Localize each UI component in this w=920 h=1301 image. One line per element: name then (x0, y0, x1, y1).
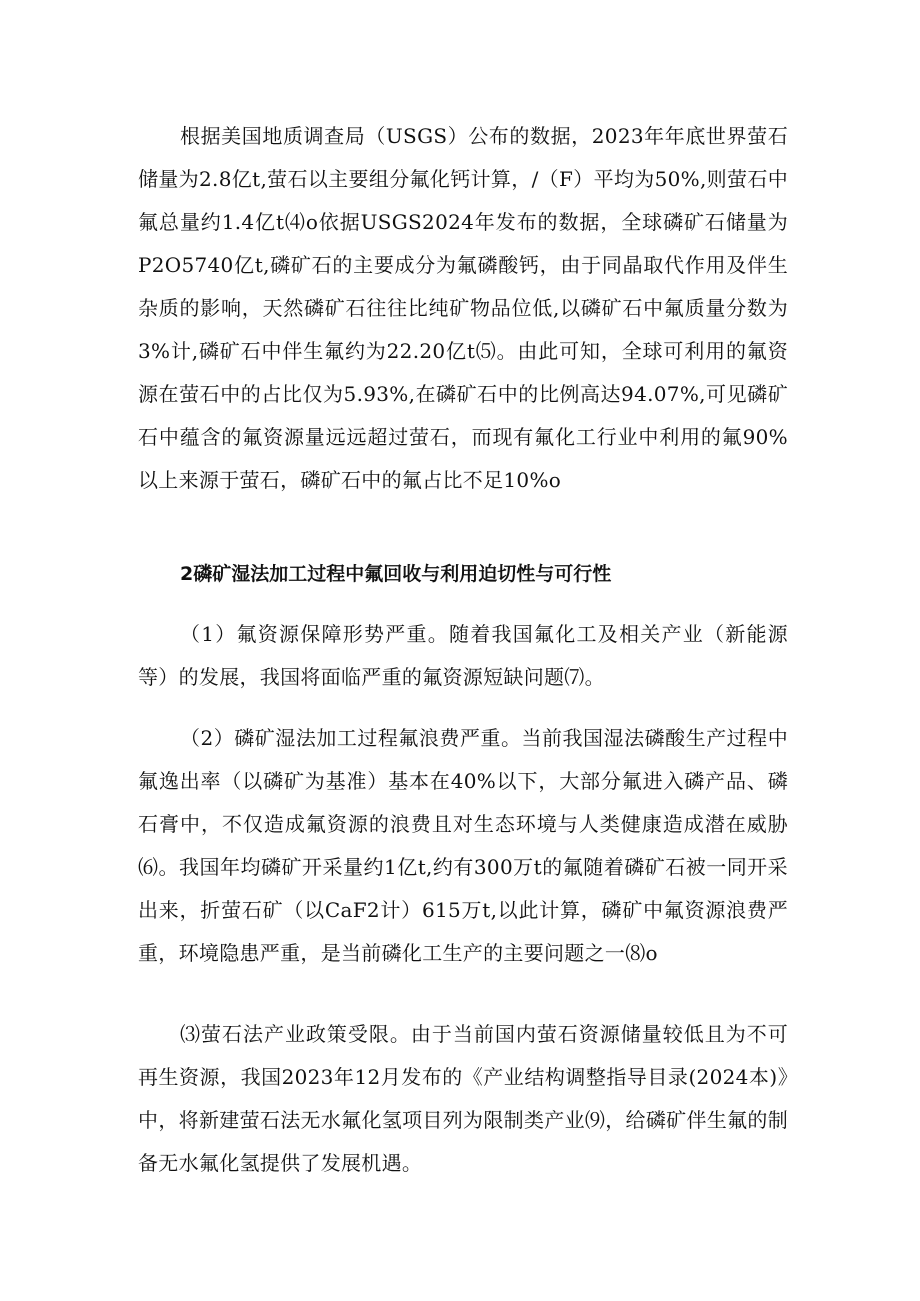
section-heading: 2磷矿湿法加工过程中氟回收与利用迫切性与可行性 (180, 563, 612, 585)
paragraph-resource-security: （1）氟资源保障形势严重。随着我国氟化工及相关产业（新能源等）的发展，我国将面临严重的氟资源短缺问题⑺。 (138, 622, 788, 689)
paragraph-fluorine-waste: （2）磷矿湿法加工过程氟浪费严重。当前我国湿法磷酸生产过程中氟逸出率（以磷矿为基准）基本在40%以下，大部分氟进入磷产品、磷石膏中，不仅造成氟资源的浪费且对生态环境与人类健康造成潜在威胁⑹。我国年均磷矿开采量约1亿t,约有300万t的氟随着磷矿石被一同开采出来，折萤石矿（以CaF2计）615万t,以此计算，磷矿中氟资源浪费严重，环境隐患严重，是当前磷化工生产的主要问题之一⑻o (138, 726, 788, 965)
paragraph-industry-policy: ⑶萤石法产业政策受限。由于当前国内萤石资源储量较低且为不可再生资源，我国2023年12月发布的《产业结构调整指导目录(2024本)》中，将新建萤石法无水氟化氢项目列为限制类产业⑼，给磷矿伴生氟的制备无水氟化氢提供了发展机遇。 (138, 1022, 788, 1175)
paragraph-fluorine-reserves: 根据美国地质调查局（USGS）公布的数据，2023年年底世界萤石储量为2.8亿t,萤石以主要组分氟化钙计算，/（F）平均为50%,则萤石中氟总量约1.4亿t⑷o依据USGS2024年发布的数据，全球磷矿石储量为P2O5740亿t,磷矿石的主要成分为氟磷酸钙，由于同晶取代作用及伴生杂质的影响，天然磷矿石往往比纯矿物品位低,以磷矿石中氟质量分数为3%计,磷矿石中伴生氟约为22.20亿t⑸。由此可知，全球可利用的氟资源在萤石中的占比仅为5.93%,在磷矿石中的比例高达94.07%,可见磷矿石中蕴含的氟资源量远远超过萤石，而现有氟化工行业中利用的氟90%以上来源于萤石，磷矿石中的氟占比不足10%o (138, 124, 788, 492)
